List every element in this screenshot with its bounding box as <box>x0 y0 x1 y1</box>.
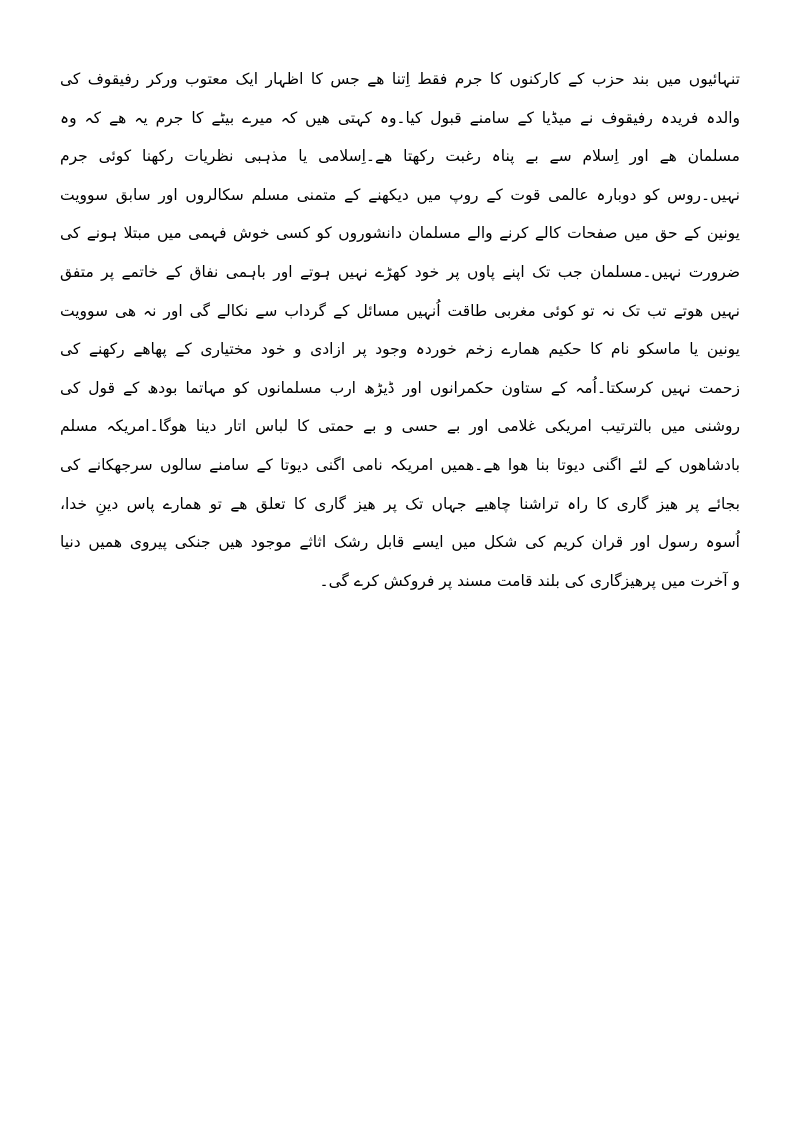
paragraph-line: بادشاھوں کے لئے اگنی دیوتا بنا ھوا ھے۔ھمیں امریکہ نامی اگنی دیوتا کے سامنے سالوں سرجھکانے کی <box>60 455 740 474</box>
urdu-paragraph <box>60 60 740 600</box>
paragraph-line: مسلمان ھے اور اِسلام سے بے پناہ رغبت رکھتا ھے۔اِسلامی یا مذہبی نظریات رکھنا کوئی جرم <box>60 147 740 166</box>
paragraph-line: اُسوہ رسول اور قران کریم کی شکل میں ایسے قابل رشک اثاثے موجود ھیں جنکی پیروی ھمیں دنیا <box>60 533 740 552</box>
paragraph-line: ضرورت نہیں۔مسلمان جب تک اپنے پاوں پر خود کھڑے نہیں ہوتے اور باہمی نفاق کے خاتمے پر متفق <box>60 262 740 281</box>
paragraph-line: بجائے پر ھیز گاری کا راہ تراشنا چاھیے جہاں تک پر ھیز گاری کا تعلق ھے تو ھمارے پاس دینِ خدا، <box>60 494 740 513</box>
paragraph-line: زحمت نہیں کرسکتا۔اُمہ کے ستاون حکمرانوں اور ڈیڑھ ارب مسلمانوں کو مہاتما بودھ کے قول کی <box>60 378 740 397</box>
paragraph-line: نہیں۔روس کو دوبارہ عالمی قوت کے روپ میں دیکھنے کے متمنی مسلم سکالروں اور سابق سوویت <box>60 185 740 204</box>
paragraph-line: نہیں ھوتے تب تک نہ تو کوئی مغربی طاقت اُنہیں مسائل کے گرداب سے نکالے گی اور نہ ھی سوویت <box>60 301 740 320</box>
paragraph-line: والدہ فریدہ رفیقوف نے میڈیا کے سامنے قبول کیا۔وہ کہتی ھیں کہ میرے بیٹے کا جرم یہ ھے کہ وہ <box>60 108 740 127</box>
paragraph-line: و آخرت میں پرھیزگاری کی بلند قامت مسند پر فروکش کرے گی۔ <box>319 571 740 590</box>
paragraph-line: تنہائیوں میں بند حزب کے کارکنوں کا جرم فقط اِتنا ھے جس کا اظہار ایک معتوب ورکر رفیقوف کی <box>60 70 740 88</box>
paragraph-line: روشنی میں بالترتیب امریکی غلامی اور بے حسی و بے حمتی کا لباس اتار دینا ھوگا۔امریکہ مسلم <box>60 417 740 436</box>
paragraph-line: یونین کے حق میں صفحات کالے کرنے والے مسلمان دانشوروں کو کسی خوش فہمی میں مبتلا ہونے کی <box>60 224 740 243</box>
paragraph-line: یونین یا ماسکو نام کا حکیم ھمارے زخم خوردہ وجود پر ازادی و خود مختیاری کے پھاھے رکھنے کی <box>60 340 740 359</box>
